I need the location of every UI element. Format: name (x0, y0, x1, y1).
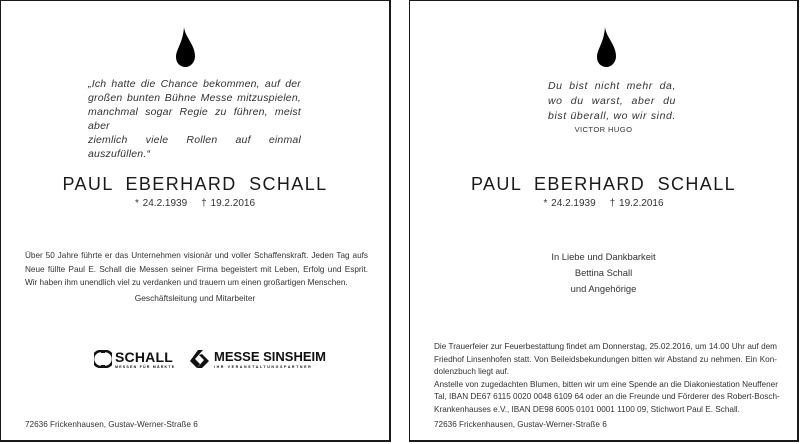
quote-line: großen bunten Bühne Messe mitzuspielen, (88, 92, 301, 104)
deceased-name: PAUL EBERHARD SCHALL (470, 174, 737, 194)
signoff: Geschäftsleitung und Mitarbeiter (134, 293, 256, 303)
teardrop-icon (176, 27, 196, 67)
logo-tagline: IHR VERANSTALTUNGSPARTNER (214, 365, 313, 369)
tribute-line: Neue füllte Paul E. Schall die Messen seiner Firma begeistert mit Leben, Erfolg und Esprit. (25, 264, 368, 274)
obituary-card-company (0, 0, 391, 442)
schall-logo (94, 350, 175, 370)
details-line: Friedhof Linsenhofen statt. Von Beileidsbekundungen bitten wir Abstand zu nehmen. Ein Kon- (434, 354, 777, 364)
quote-line: ziemlich viele Rollen auf einmal auszufüllen.“ (88, 134, 301, 160)
quote-author: VICTOR HUGO (574, 125, 633, 134)
tribute-line: Wir haben ihm unendlich viel zu verdanken und trauern um einen großartigen Menschen. (25, 278, 348, 287)
teardrop-icon (597, 27, 617, 67)
logo-name: MESSE SINSHEIM (214, 349, 326, 364)
tribute-text (25, 249, 368, 290)
details-line: Tal, IBAN DE67 6115 0020 0048 6109 64 oder an die Freunde und Förderer des Robert-Bosch- (434, 392, 780, 402)
quote (88, 77, 301, 161)
family-signoff (410, 249, 797, 297)
quote-line: wo du warst, aber du (548, 95, 676, 107)
quote-line: Du bist nicht mehr da, (548, 80, 676, 92)
details-line: dolenzbuch liegt auf. (434, 367, 510, 377)
address: 72636 Frickenhausen, Gustav-Werner-Straße 6 (25, 420, 198, 429)
quote-line: bist überall, wo wir sind. (548, 110, 676, 122)
details-line: Die Trauerfeier zur Feuerbestattung findet am Donnerstag, 25.02.2016, um 14.00 Uhr auf dem (434, 342, 777, 351)
death-date: † 19.2.2016 (201, 198, 255, 209)
signoff-line: und Angehörige (570, 283, 637, 294)
quote (548, 79, 676, 124)
birth-date: * 24.2.1939 (543, 198, 596, 209)
quote-line: manchmal sogar Regie zu führen, meist aber (88, 106, 301, 132)
logo-name: SCHALL (115, 349, 173, 365)
messe-sinsheim-logo-icon (189, 350, 211, 368)
quote-line: „Ich hatte die Chance bekommen, auf der (88, 78, 301, 90)
funeral-details (434, 341, 780, 417)
obituary-card-family (409, 0, 799, 442)
life-dates (410, 198, 797, 209)
details-line: Anstelle von zugedachten Blumen, bitten wir um eine Spende an die Diakoniestation Neuffener (434, 379, 778, 389)
death-date: † 19.2.2016 (609, 198, 664, 209)
tribute-line: Über 50 Jahre führte er das Unternehmen visionär und voller Schaffenskraft. Jeden Tag aufs (25, 251, 368, 260)
logo-tagline: MESSEN FÜR MÄRKTE (115, 365, 176, 369)
life-dates (1, 198, 389, 209)
schall-logo-icon (94, 350, 112, 368)
deceased-name: PAUL EBERHARD SCHALL (62, 174, 328, 194)
signoff-line: In Liebe und Dankbarkeit (551, 251, 656, 262)
signoff-line: Bettina Schall (574, 267, 633, 278)
details-line: Krankenhauses e.V., IBAN DE98 6005 0101 0001 1100 09, Stichwort Paul E. Schall. (434, 404, 740, 414)
birth-date: * 24.2.1939 (135, 198, 188, 209)
address: 72636 Frickenhausen, Gustav-Werner-Straße 6 (434, 420, 607, 429)
messe-sinsheim-logo (189, 350, 326, 370)
